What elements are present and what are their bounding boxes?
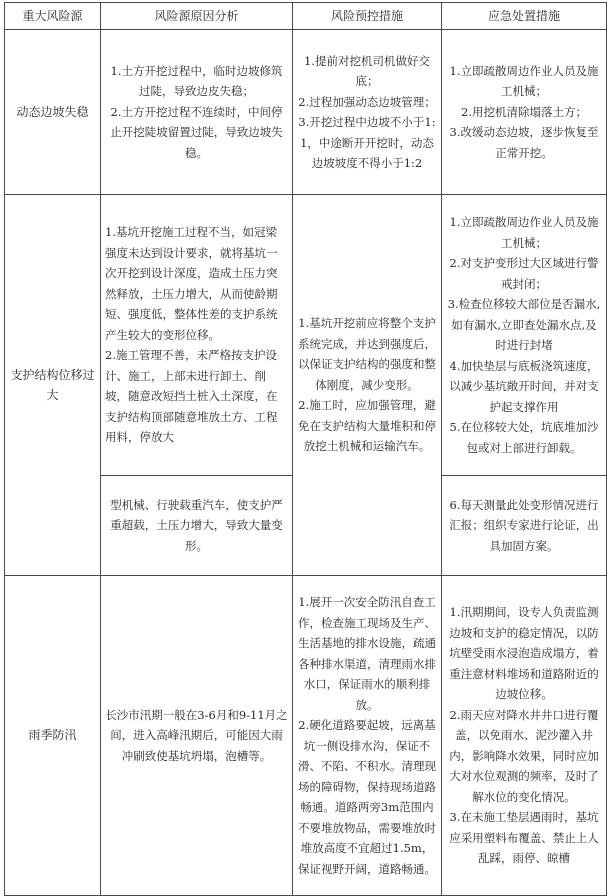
risk-control-table bbox=[4, 2, 607, 896]
header-prevention: 风险预控措施 bbox=[293, 3, 442, 30]
table-row bbox=[5, 576, 607, 896]
emergency-item: 5.在位移较大处，坑底堆加沙包或对上部进行卸载。 bbox=[449, 420, 599, 455]
risk-source-cell: 支护结构位移过大 bbox=[5, 195, 101, 576]
emergency-item: 4.加快垫层与底板浇筑速度，以减少基坑敞开时间，并对支护起支撑作用 bbox=[449, 358, 599, 414]
emergency-cell bbox=[442, 195, 607, 476]
emergency-cell bbox=[442, 576, 607, 896]
emergency-item: 1.汛期期间，设专人负责监测边坡和支护的稳定情况，以防坑壁受雨水浸泡造成塌方，着重注意材料堆场和道路附近的边坡位移。 bbox=[449, 605, 599, 702]
emergency-item: 2.用挖机清除塌落土方； bbox=[461, 104, 587, 119]
header-cause-analysis: 风险源原因分析 bbox=[101, 3, 293, 30]
risk-source-cell: 动态边坡失稳 bbox=[5, 30, 101, 195]
emergency-item: 3.在未施工垫层遇雨时，基坑应采用塑料布覆盖、禁止上人乱踩，雨停、晾槽 bbox=[449, 810, 599, 866]
table-header-row bbox=[5, 3, 607, 30]
risk-source-cell: 雨季防汛 bbox=[5, 576, 101, 896]
emergency-item: 2.对支护变形过大区域进行警戒封闭； bbox=[449, 256, 599, 291]
prevention-item: 2.施工时，应加强管理，避免在支护结构大量堆积和停放挖土机械和运输汽车。 bbox=[298, 398, 436, 454]
risk-table-page bbox=[4, 2, 606, 876]
emergency-item: 3.改缓动态边坡，逐步恢复至正常开挖。 bbox=[449, 125, 599, 160]
cause-cell bbox=[101, 195, 293, 476]
header-risk-source: 重大风险源 bbox=[5, 3, 101, 30]
prevention-item: 3.开挖过程中边坡不小于1:1，中途断开开挖时，动态边坡坡度不得小于1:2 bbox=[298, 115, 436, 170]
cause-item: 1.土方开挖过程中，临时边坡修筑过陡，导致边皮失稳； bbox=[110, 63, 283, 99]
cause-cell-continued: 型机械、行驶载重汽车，使支护严重超载，土压力增大，导致大量变形。 bbox=[101, 476, 293, 576]
cause-item: 2.施工管理不善，未严格按支护设计、施工，上部未进行卸土、削坡，随意改短挡土桩入土深度，在支护结构顶部随意堆放土方、工程用料，停放大 bbox=[105, 348, 278, 445]
cause-cell bbox=[101, 576, 293, 896]
prevention-cell bbox=[293, 576, 442, 896]
emergency-item: 2.雨天应对降水井井口进行覆盖，以免雨水、泥沙灌入井内，影响降水效果，同时应加大对水位观测的频率，及时了解水位的变化情况。 bbox=[449, 707, 599, 804]
prevention-item: 1.提前对挖机司机做好交底； bbox=[304, 53, 430, 88]
cause-item: 2.土方开挖过程不连续时，中间停止开挖陡坡留置过陡，导致边坡失稳。 bbox=[110, 104, 283, 160]
prevention-item: 2.过程加强动态边坡管理； bbox=[298, 94, 436, 109]
header-emergency: 应急处置措施 bbox=[442, 3, 607, 30]
prevention-cell bbox=[293, 30, 442, 195]
prevention-cell bbox=[293, 195, 442, 576]
table-row bbox=[5, 195, 607, 476]
cause-item: 长沙市汛期一般在3-6月和9-11月之间，进入高峰汛期后，可能因大雨冲刷致使基坑坍塌，泡槽等。 bbox=[105, 707, 288, 763]
cause-cell bbox=[101, 30, 293, 195]
emergency-item: 1.立即疏散周边作业人员及施工机械； bbox=[449, 63, 599, 99]
table-row bbox=[5, 30, 607, 195]
emergency-item: 1.立即疏散周边作业人员及施工机械； bbox=[449, 215, 599, 250]
prevention-item: 2.硬化道路要起坡，远离基坑一侧设排水沟，保证不滑、不陷、不积水。清理现场的障碍物，保持现场道路畅通。道路两旁3m范围内不要堆放物品，需要堆放时堆放高度不宜超过1.5m，保证视野开阔，道路畅通。 bbox=[298, 718, 436, 876]
emergency-item: 3.检查位移较大部位是否漏水,如有漏水,立即查处漏水点,及时进行封堵 bbox=[447, 297, 601, 352]
cause-item: 1.基坑开挖施工过程不当，如冠梁强度未达到设计要求，就将基坑一次开挖到设计深度，造成土压力突然释放，土压力增大，从而使龄期短、强度低，整体性差的支护系统产生较大的变形位移。 bbox=[105, 225, 278, 342]
prevention-item: 1.展开一次安全防汛自查工作，检查施工现场及生产、生活基地的排水设施，疏通各种排水渠道，清理雨水排水口，保证雨水的顺利排放。 bbox=[298, 595, 436, 712]
prevention-item: 1.基坑开挖前应将整个支护系统完成，并达到强度后，以保证支护结构的强度和整体刚度，减少变形。 bbox=[298, 316, 436, 392]
emergency-cell bbox=[442, 30, 607, 195]
emergency-cell-continued: 6.每天测量此处变形情况进行汇报；组织专家进行论证，出具加固方案。 bbox=[442, 476, 607, 576]
